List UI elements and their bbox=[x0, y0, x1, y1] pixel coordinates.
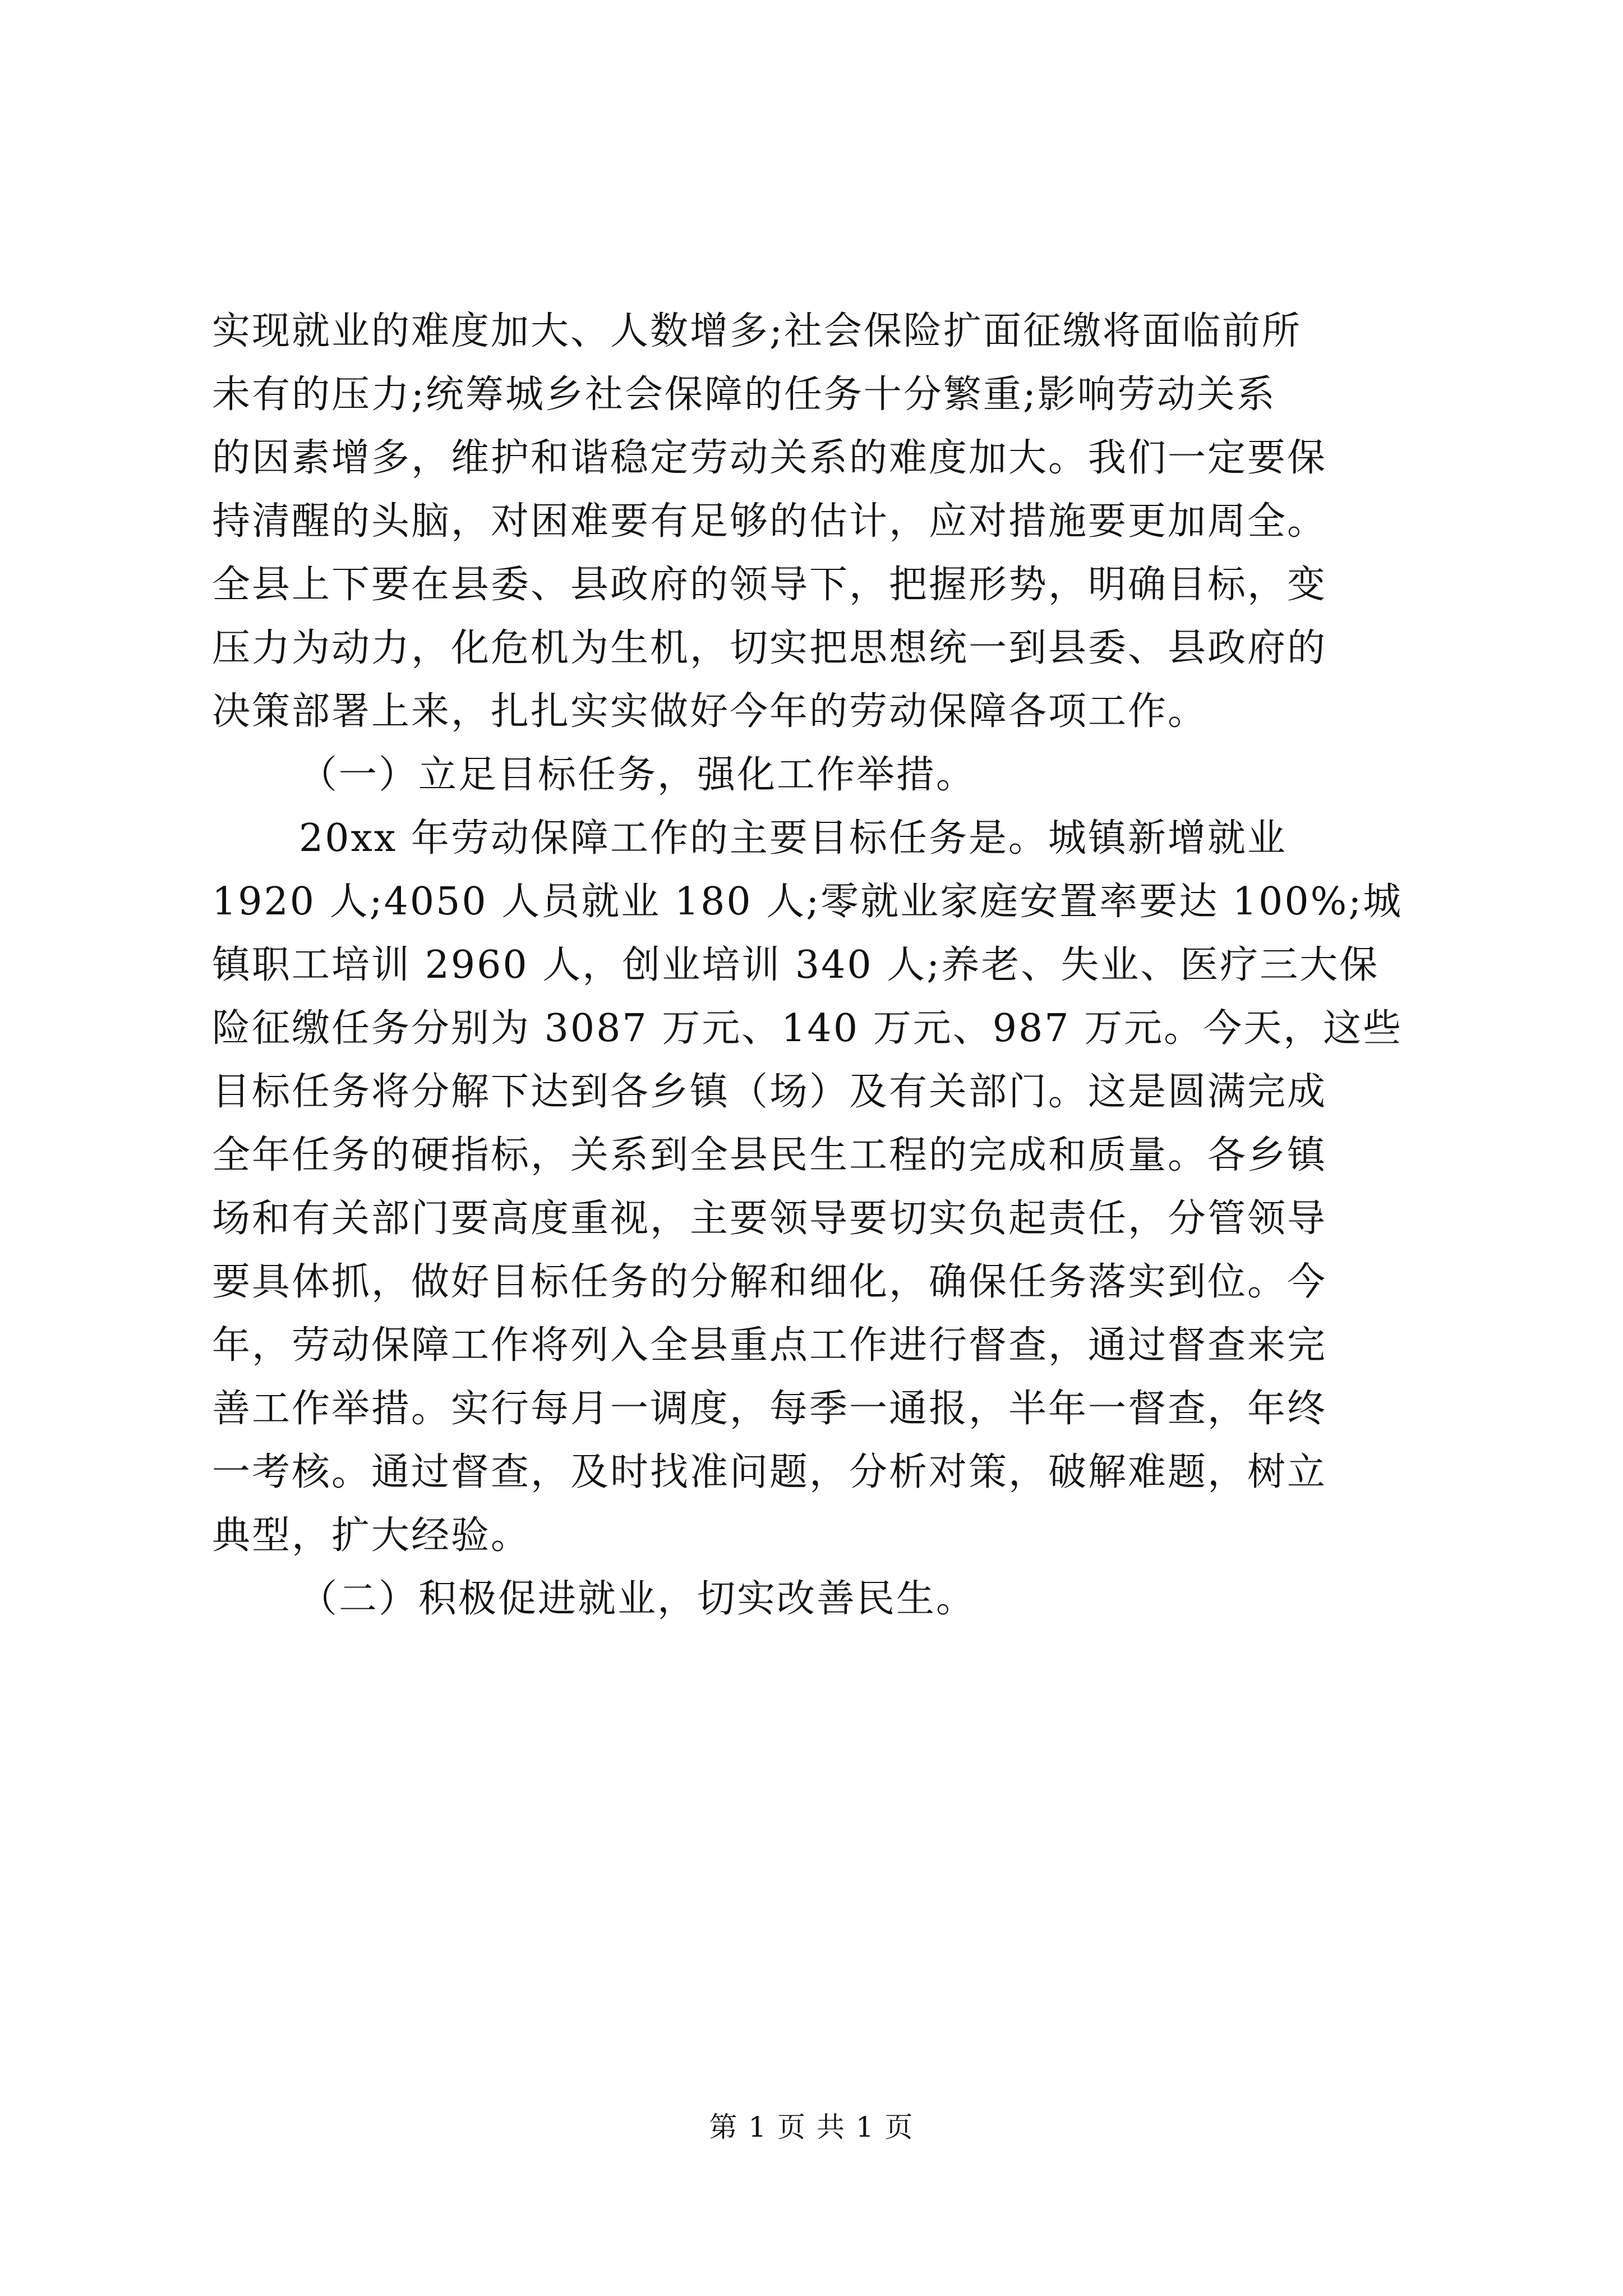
text-line: 场和有关部门要高度重视，主要领导要切实负起责任，分管领导 bbox=[212, 1197, 1327, 1241]
text-line: 目标任务将分解下达到各乡镇（场）及有关部门。这是圆满完成 bbox=[212, 1070, 1327, 1114]
text-line: 全年任务的硬指标，关系到全县民生工程的完成和质量。各乡镇 bbox=[212, 1133, 1327, 1177]
text-line: 20xx 年劳动保障工作的主要目标任务是。城镇新增就业 bbox=[299, 816, 1287, 861]
text-line: （一）立足目标任务，强化工作举措。 bbox=[299, 753, 976, 797]
body-text bbox=[212, 300, 1418, 1631]
text-line: 一考核。通过督查，及时找准问题，分析对策，破解难题，树立 bbox=[212, 1450, 1327, 1494]
text-line: 实现就业的难度加大、人数增多;社会保险扩面征缴将面临前所 bbox=[212, 309, 1302, 353]
text-line: 未有的压力;统筹城乡社会保障的任务十分繁重;影响劳动关系 bbox=[212, 372, 1276, 417]
text-line: （二）积极促进就业，切实改善民生。 bbox=[299, 1577, 976, 1621]
text-line: 的因素增多，维护和谐稳定劳动关系的难度加大。我们一定要保 bbox=[212, 436, 1327, 480]
text-line: 决策部署上来，扎扎实实做好今年的劳动保障各项工作。 bbox=[212, 689, 1208, 734]
text-line: 全县上下要在县委、县政府的领导下，把握形势，明确目标，变 bbox=[212, 563, 1327, 607]
text-line: 善工作举措。实行每月一调度，每季一通报，半年一督查，年终 bbox=[212, 1387, 1327, 1431]
text-line: 典型，扩大经验。 bbox=[212, 1513, 531, 1558]
text-line: 险征缴任务分别为 3087 万元、140 万元、987 万元。今天，这些 bbox=[212, 1006, 1403, 1051]
text-line: 1920 人;4050 人员就业 180 人;零就业家庭安置率要达 100%;城 bbox=[212, 880, 1403, 924]
text-line: 持清醒的头脑，对困难要有足够的估计，应对措施要更加周全。 bbox=[212, 499, 1327, 544]
text-line: 镇职工培训 2960 人，创业培训 340 人;养老、失业、医疗三大保 bbox=[212, 943, 1380, 987]
text-line: 要具体抓，做好目标任务的分解和细化，确保任务落实到位。今 bbox=[212, 1260, 1327, 1304]
text-line: 压力为动力，化危机为生机，切实把思想统一到县委、县政府的 bbox=[212, 626, 1327, 670]
page-footer: 第 1 页 共 1 页 bbox=[709, 2111, 914, 2143]
text-line: 年，劳动保障工作将列入全县重点工作进行督查，通过督查来完 bbox=[212, 1323, 1327, 1368]
